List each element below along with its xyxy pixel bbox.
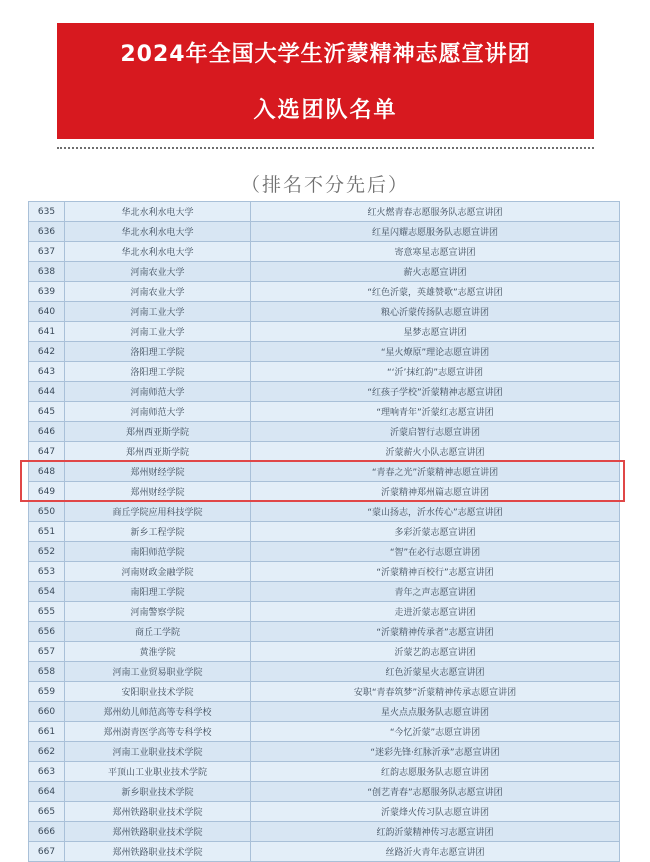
team-name: “红孩子学校”沂蒙精神志愿宣讲团 xyxy=(251,382,620,402)
table-row xyxy=(29,722,620,742)
title-banner xyxy=(57,23,594,139)
table-row xyxy=(29,742,620,762)
school-name: 商丘工学院 xyxy=(65,622,251,642)
table-row xyxy=(29,322,620,342)
team-name: 红星闪耀志愿服务队志愿宣讲团 xyxy=(251,222,620,242)
row-number: 666 xyxy=(29,822,65,842)
team-name: 青年之声志愿宣讲团 xyxy=(251,582,620,602)
team-name: 多彩沂蒙志愿宣讲团 xyxy=(251,522,620,542)
table-row xyxy=(29,262,620,282)
table-row xyxy=(29,522,620,542)
school-name: 华北水利水电大学 xyxy=(65,222,251,242)
team-name: 沂蒙艺韵志愿宣讲团 xyxy=(251,642,620,662)
school-name: 河南警察学院 xyxy=(65,602,251,622)
table-row xyxy=(29,462,620,482)
team-name: 寄意寒星志愿宣讲团 xyxy=(251,242,620,262)
school-name: 郑州财经学院 xyxy=(65,462,251,482)
team-name: “迷彩先锋·红脉沂承”志愿宣讲团 xyxy=(251,742,620,762)
school-name: 安阳职业技术学院 xyxy=(65,682,251,702)
row-number: 667 xyxy=(29,842,65,862)
row-number: 642 xyxy=(29,342,65,362)
school-name: 郑州西亚斯学院 xyxy=(65,442,251,462)
team-name: “今忆沂蒙”志愿宣讲团 xyxy=(251,722,620,742)
row-number: 661 xyxy=(29,722,65,742)
team-name: 星火点点服务队志愿宣讲团 xyxy=(251,702,620,722)
table-row xyxy=(29,502,620,522)
team-name: 红韵志愿服务队志愿宣讲团 xyxy=(251,762,620,782)
school-name: 洛阳理工学院 xyxy=(65,342,251,362)
table-row xyxy=(29,822,620,842)
row-number: 645 xyxy=(29,402,65,422)
team-name: 走进沂蒙志愿宣讲团 xyxy=(251,602,620,622)
table-row xyxy=(29,242,620,262)
school-name: 黄淮学院 xyxy=(65,642,251,662)
table-row xyxy=(29,282,620,302)
row-number: 654 xyxy=(29,582,65,602)
dotted-divider xyxy=(57,147,594,149)
school-name: 河南工业大学 xyxy=(65,302,251,322)
row-number: 635 xyxy=(29,202,65,222)
school-name: 南阳师范学院 xyxy=(65,542,251,562)
school-name: 郑州西亚斯学院 xyxy=(65,422,251,442)
team-name: “沂蒙精神传承者”志愿宣讲团 xyxy=(251,622,620,642)
team-name: “青春之光”沂蒙精神志愿宣讲团 xyxy=(251,462,620,482)
team-name: “创艺青春”志愿服务队志愿宣讲团 xyxy=(251,782,620,802)
row-number: 647 xyxy=(29,442,65,462)
row-number: 637 xyxy=(29,242,65,262)
table-row xyxy=(29,542,620,562)
row-number: 636 xyxy=(29,222,65,242)
table-row xyxy=(29,662,620,682)
school-name: 郑州幼儿师范高等专科学校 xyxy=(65,702,251,722)
school-name: 郑州澍青医学高等专科学校 xyxy=(65,722,251,742)
row-number: 653 xyxy=(29,562,65,582)
table-row xyxy=(29,362,620,382)
row-number: 658 xyxy=(29,662,65,682)
school-name: 河南农业大学 xyxy=(65,282,251,302)
school-name: 河南工业职业技术学院 xyxy=(65,742,251,762)
row-number: 648 xyxy=(29,462,65,482)
row-number: 644 xyxy=(29,382,65,402)
table-row xyxy=(29,302,620,322)
row-number: 649 xyxy=(29,482,65,502)
table-row xyxy=(29,762,620,782)
school-name: 新乡工程学院 xyxy=(65,522,251,542)
table-row xyxy=(29,222,620,242)
table-row xyxy=(29,642,620,662)
school-name: 华北水利水电大学 xyxy=(65,202,251,222)
row-number: 665 xyxy=(29,802,65,822)
table-row xyxy=(29,802,620,822)
school-name: 华北水利水电大学 xyxy=(65,242,251,262)
school-name: 河南财政金融学院 xyxy=(65,562,251,582)
school-name: 平顶山工业职业技术学院 xyxy=(65,762,251,782)
team-name: 红色沂蒙星火志愿宣讲团 xyxy=(251,662,620,682)
team-name: 红韵沂蒙精神传习志愿宣讲团 xyxy=(251,822,620,842)
table-row xyxy=(29,202,620,222)
table-row xyxy=(29,562,620,582)
team-name: 沂蒙薪火小队志愿宣讲团 xyxy=(251,442,620,462)
row-number: 660 xyxy=(29,702,65,722)
team-name: 薪火志愿宣讲团 xyxy=(251,262,620,282)
row-number: 643 xyxy=(29,362,65,382)
row-number: 659 xyxy=(29,682,65,702)
row-number: 663 xyxy=(29,762,65,782)
school-name: 郑州财经学院 xyxy=(65,482,251,502)
team-name: “理响青年”沂蒙红志愿宣讲团 xyxy=(251,402,620,422)
team-name: 沂蒙启智行志愿宣讲团 xyxy=(251,422,620,442)
row-number: 641 xyxy=(29,322,65,342)
team-name: “星火燎原”理论志愿宣讲团 xyxy=(251,342,620,362)
table-row xyxy=(29,422,620,442)
team-name: “‘沂’抹红韵”志愿宣讲团 xyxy=(251,362,620,382)
row-number: 664 xyxy=(29,782,65,802)
page-title: 2024年全国大学生沂蒙精神志愿宣讲团 xyxy=(120,42,531,67)
team-name: “沂蒙精神百校行”志愿宣讲团 xyxy=(251,562,620,582)
school-name: 河南师范大学 xyxy=(65,382,251,402)
school-name: 郑州铁路职业技术学院 xyxy=(65,802,251,822)
row-number: 656 xyxy=(29,622,65,642)
school-name: 河南师范大学 xyxy=(65,402,251,422)
page-subtitle: （排名不分先后） xyxy=(240,174,409,196)
team-list-body xyxy=(29,202,620,862)
team-name: 星梦志愿宣讲团 xyxy=(251,322,620,342)
table-row xyxy=(29,382,620,402)
school-name: 河南工业大学 xyxy=(65,322,251,342)
table-row xyxy=(29,342,620,362)
table-row xyxy=(29,402,620,422)
school-name: 商丘学院应用科技学院 xyxy=(65,502,251,522)
team-name: 沂蒙精神郑州篇志愿宣讲团 xyxy=(251,482,620,502)
row-number: 639 xyxy=(29,282,65,302)
school-name: 南阳理工学院 xyxy=(65,582,251,602)
row-number: 650 xyxy=(29,502,65,522)
school-name: 新乡职业技术学院 xyxy=(65,782,251,802)
table-row xyxy=(29,682,620,702)
team-name: 安职“青春筑梦”沂蒙精神传承志愿宣讲团 xyxy=(251,682,620,702)
table-row xyxy=(29,622,620,642)
team-name: 红火燃青春志愿服务队志愿宣讲团 xyxy=(251,202,620,222)
school-name: 河南农业大学 xyxy=(65,262,251,282)
table-row xyxy=(29,442,620,462)
school-name: 郑州铁路职业技术学院 xyxy=(65,822,251,842)
row-number: 638 xyxy=(29,262,65,282)
team-list-table xyxy=(28,201,620,862)
row-number: 651 xyxy=(29,522,65,542)
table-row xyxy=(29,602,620,622)
row-number: 662 xyxy=(29,742,65,762)
table-row xyxy=(29,842,620,862)
school-name: 郑州铁路职业技术学院 xyxy=(65,842,251,862)
team-name: 粮心沂蒙传扬队志愿宣讲团 xyxy=(251,302,620,322)
team-name: “蒙山扬志，沂水传心”志愿宣讲团 xyxy=(251,502,620,522)
school-name: 洛阳理工学院 xyxy=(65,362,251,382)
row-number: 646 xyxy=(29,422,65,442)
school-name: 河南工业贸易职业学院 xyxy=(65,662,251,682)
team-name: “红色沂蒙，英雄赞歌”志愿宣讲团 xyxy=(251,282,620,302)
table-row xyxy=(29,702,620,722)
page-title-line2: 入选团队名单 xyxy=(253,98,398,123)
table-row xyxy=(29,482,620,502)
row-number: 640 xyxy=(29,302,65,322)
team-name: “智”在必行志愿宣讲团 xyxy=(251,542,620,562)
row-number: 657 xyxy=(29,642,65,662)
row-number: 652 xyxy=(29,542,65,562)
table-row xyxy=(29,582,620,602)
table-row xyxy=(29,782,620,802)
team-name: 丝路沂火青年志愿宣讲团 xyxy=(251,842,620,862)
row-number: 655 xyxy=(29,602,65,622)
team-name: 沂蒙烽火传习队志愿宣讲团 xyxy=(251,802,620,822)
